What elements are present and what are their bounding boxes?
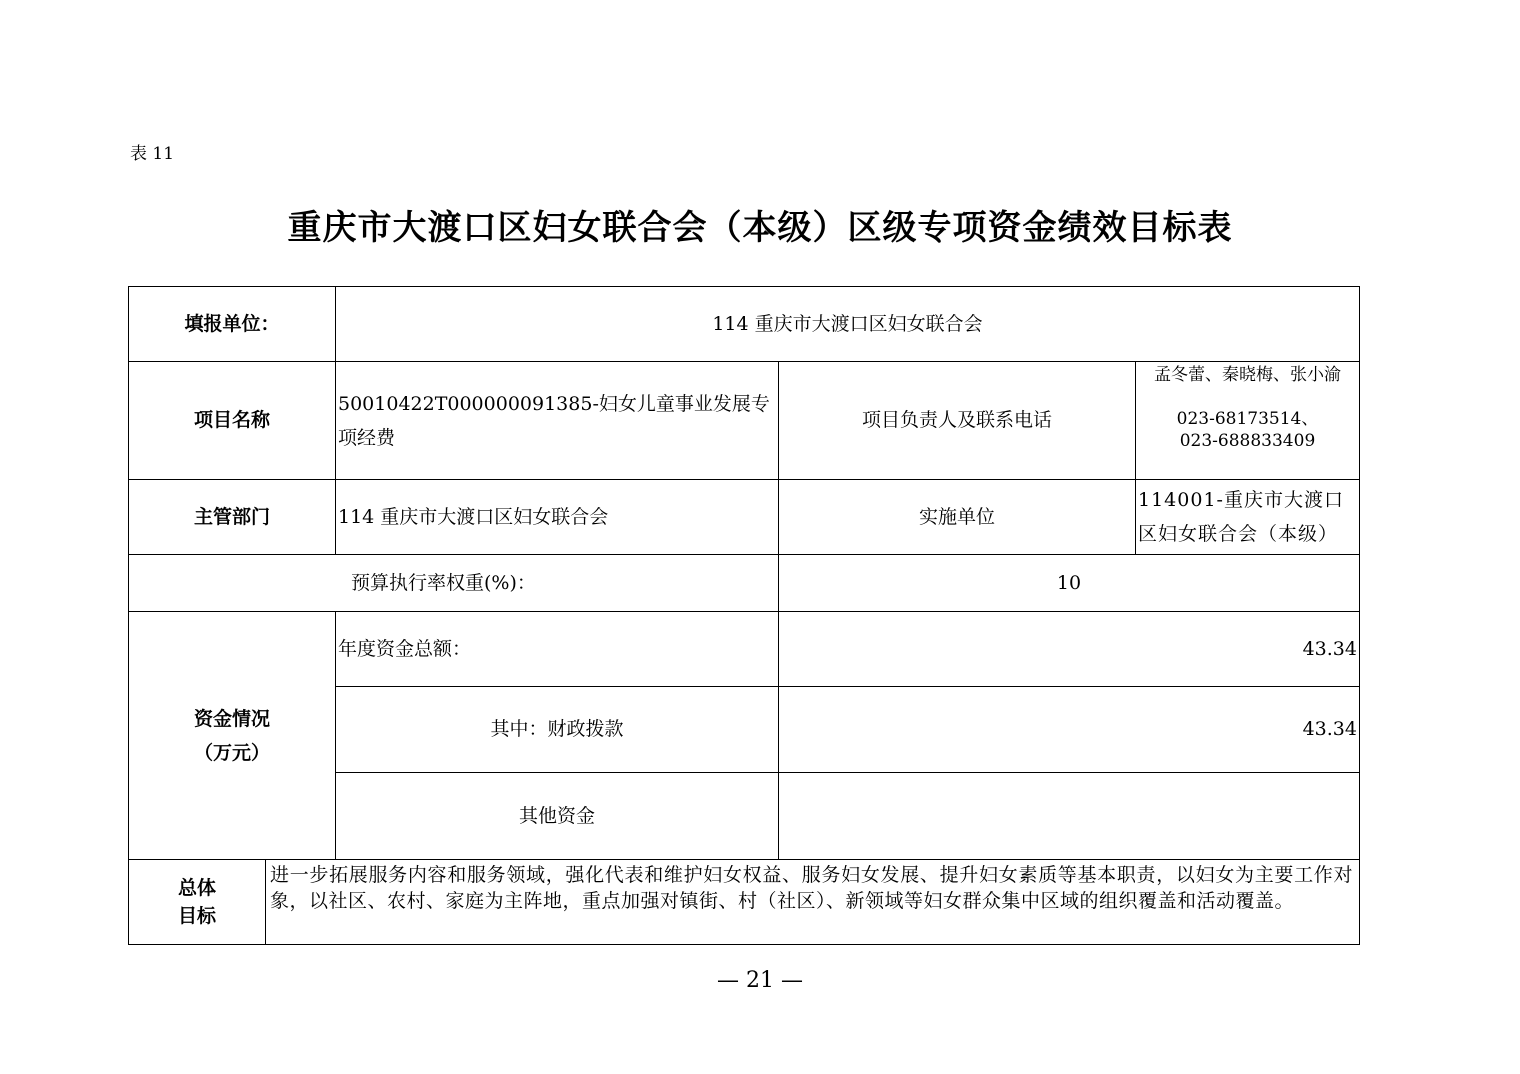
project-contact-value [1135, 361, 1360, 480]
table-label: 表 11 [130, 144, 175, 164]
funds-label [128, 611, 336, 860]
annual-total-value: 43.34 [778, 611, 1360, 687]
fill-unit-label: 填报单位： [128, 286, 336, 362]
other-funds-label: 其他资金 [335, 772, 779, 860]
document-title: 重庆市大渡口区妇女联合会（本级）区级专项资金绩效目标表 [287, 208, 1233, 248]
goal-label-line-2: 目标 [177, 905, 216, 927]
fill-unit-value: 114 重庆市大渡口区妇女联合会 [335, 286, 1360, 362]
contact-phone-2: 023-688833409 [1179, 431, 1316, 451]
contact-names: 孟冬蕾、秦晓梅、张小渝 [1154, 365, 1341, 385]
project-name-value: 50010422T000000091385-妇女儿童事业发展专项经费 [335, 361, 779, 480]
goal-text: 进一步拓展服务内容和服务领域，强化代表和维护妇女权益、服务妇女发展、提升妇女素质等基本职责，以妇女为主要工作对象，以社区、农村、家庭为主阵地，重点加强对镇街、村（社区）、新领域等妇女群众集中区域的组织覆盖和活动覆盖。 [265, 859, 1360, 945]
project-name-label: 项目名称 [128, 361, 336, 480]
fiscal-value: 43.34 [778, 686, 1360, 773]
fiscal-label: 其中：财政拨款 [335, 686, 779, 773]
dept-value: 114 重庆市大渡口区妇女联合会 [335, 479, 779, 555]
budget-rate-value: 10 [778, 554, 1360, 612]
annual-total-label: 年度资金总额： [335, 611, 779, 687]
funds-label-line-2: （万元） [193, 741, 270, 764]
budget-rate-label: 预算执行率权重(%)： [128, 554, 779, 612]
page-number: — 21 — [717, 968, 803, 993]
dept-label: 主管部门 [128, 479, 336, 555]
funds-label-line-1: 资金情况 [193, 707, 270, 730]
project-contact-label: 项目负责人及联系电话 [778, 361, 1136, 480]
goal-label-line-1: 总体 [177, 877, 216, 899]
impl-unit-value: 114001-重庆市大渡口区妇女联合会（本级） [1135, 479, 1360, 555]
impl-unit-label: 实施单位 [778, 479, 1136, 555]
contact-phone-1: 023-68173514、 [1176, 409, 1319, 429]
other-funds-value [778, 772, 1360, 860]
goal-label [128, 859, 266, 945]
